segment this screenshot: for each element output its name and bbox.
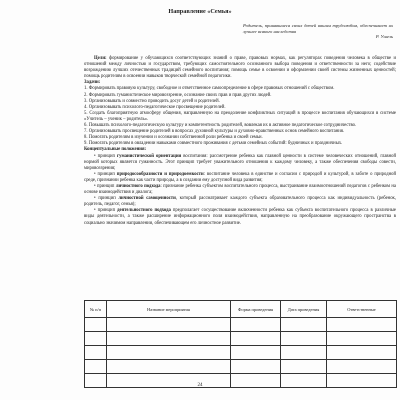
principle-prefix: • принцип xyxy=(94,196,119,202)
table-cell[interactable] xyxy=(327,318,397,332)
table-cell[interactable] xyxy=(85,346,107,360)
epigraph-text: Родитель, принявшиеся своих детей вашим трудолюбом, обеспечивает их лучшее всякого наследства xyxy=(243,23,393,34)
table-cell[interactable] xyxy=(231,360,281,374)
page-title: Направление «Семья» xyxy=(168,8,232,15)
events-table xyxy=(84,300,397,388)
principle-text: предполагает сосуществование включенности ребенка как субъекта воспитательного процесса в различные виды деятельности, а также расширение информационного поля взаимодействия, направленную на преобразование окружающего пространства в социально значимом направлении, обеспечивающем его личностное развитие. xyxy=(84,208,396,226)
principle-name: личностной самоценности xyxy=(118,196,176,202)
table-header-cell: Название мероприятия xyxy=(107,301,231,318)
table-header-cell: Ответственные xyxy=(327,301,397,318)
table-row xyxy=(85,360,397,374)
goal-paragraph xyxy=(84,56,396,80)
table-cell[interactable] xyxy=(107,360,231,374)
events-table-container xyxy=(84,300,396,388)
principle-prefix: • принцип xyxy=(94,208,118,214)
principle-name: гуманистической ориентации xyxy=(117,153,182,159)
principle-text: : признание ребенка субъектом воспитательного процесса, выстраивание взаимоотношений педагогов с ребенком на основе взаимодействия и диалога; xyxy=(84,183,396,196)
task-item: 4. Организовывать психолого-педагогическое просвещение родителей. xyxy=(84,104,226,110)
task-item: 5. Создать благоприятную атмосферу общения, направленную на преодоление конфликтных ситуаций в процессе воспитания обучающихся в системе «Учитель – ученик – родитель». xyxy=(84,110,396,122)
principle-text: , который рассматривает каждого субъекта образовательного процесса как индивидуальность (ребенок, родитель, педагог, семья); xyxy=(84,196,396,208)
tasks-list xyxy=(84,86,396,147)
principle-prefix: • принцип xyxy=(94,183,116,189)
table-cell[interactable] xyxy=(327,332,397,346)
table-cell[interactable] xyxy=(327,346,397,360)
table-header-cell: Дата проведения xyxy=(281,301,327,318)
table-cell[interactable] xyxy=(327,360,397,374)
table-cell[interactable] xyxy=(281,318,327,332)
table-row xyxy=(85,332,397,346)
principle-item xyxy=(84,172,396,184)
table-cell[interactable] xyxy=(231,346,281,360)
table-header-cell: Форма проведения xyxy=(231,301,281,318)
table-header-cell: № п/п xyxy=(85,301,107,318)
principle-item xyxy=(84,154,396,172)
task-item: 3. Организовывать и совместно проводить досуг детей и родителей. xyxy=(84,98,220,104)
principle-item xyxy=(84,184,396,196)
tasks-heading: Задачи: xyxy=(84,80,101,86)
table-cell[interactable] xyxy=(231,318,281,332)
principle-text: : воспитание человека в единстве и согласии с природой и культурой, в заботе о природной среде, признании ребенка как части природы, а в создании ему доступной вида развития; xyxy=(84,171,396,183)
table-row xyxy=(85,318,397,332)
task-item: 1. Формировать правовую культуру, свободное и ответственное самоопределение в сфере правовых отношений с обществом. xyxy=(84,86,335,92)
principle-prefix: • принцип xyxy=(94,153,118,159)
table-cell[interactable] xyxy=(231,332,281,346)
principle-prefix: • принцип xyxy=(94,171,117,177)
goal-text: формирование у обучающихся соответствующих знаний о праве, правовых нормах, как регуляторах поведения человека в обществе и отношений между личностью и государством, требующих самостоятельного осознанного выбора поведения и ответственности за него; содействие возрождению лучших отечественных традиций семейного воспитания; помощь семье в освоении и оформлении своей системы жизненных ценностей; помощь родителям в освоении навыков творческой семейной педагогики. xyxy=(84,56,396,80)
epigraph-author: Р. Ушель xyxy=(375,34,393,40)
goal-label: Цели: xyxy=(94,56,107,61)
task-item: 9. Помогать родителям в овладении навыками совместного проживания с детьми семейных событий: будничных и праздничных. xyxy=(84,141,343,147)
table-row xyxy=(85,346,397,360)
principle-name: природосообразности и природоемкости xyxy=(116,171,204,177)
principle-name: деятельностного подхода xyxy=(117,208,171,214)
table-body xyxy=(85,318,397,388)
table-cell[interactable] xyxy=(107,318,231,332)
main-content xyxy=(84,56,396,227)
table-cell[interactable] xyxy=(85,332,107,346)
table-cell[interactable] xyxy=(107,346,231,360)
principle-item xyxy=(84,208,396,226)
table-cell[interactable] xyxy=(281,346,327,360)
table-cell[interactable] xyxy=(85,318,107,332)
task-item: 6. Повышать психолого-педагогическую культуру и компетентность родителей, вовлекая их в активное педагогическое сотрудничество. xyxy=(84,123,357,129)
table-cell[interactable] xyxy=(85,360,107,374)
principles-list xyxy=(84,154,396,227)
principle-text: воспитания: рассмотрение ребенка как главной ценности в системе человеческих отношений, главной нормой которых является гуманность. Этот принцип требует уважительного отношения к каждому человеку, а также обеспечения свободы совести, мировоззрения; xyxy=(84,153,396,171)
page-number: 24 xyxy=(197,383,203,388)
principle-name: личностного подхода xyxy=(115,183,161,189)
table-header-row xyxy=(85,301,397,318)
table-cell[interactable] xyxy=(281,332,327,346)
principles-heading: Концептуальные положения: xyxy=(84,147,147,153)
task-item: 2. Формировать гуманистическое мировоззрение, осознание своих прав и прав других людей. xyxy=(84,92,272,98)
task-item: 7. Организовывать просвещение родителей в вопросах духовной культуры и духовно-нравственных основ семейного воспитания. xyxy=(84,129,345,135)
table-cell[interactable] xyxy=(107,332,231,346)
table-cell[interactable] xyxy=(281,360,327,374)
task-item: 8. Помогать родителям в изучении и осознании собственной роли ребенка и своей семьи. xyxy=(84,135,263,141)
epigraph xyxy=(243,23,393,40)
principle-item xyxy=(84,196,396,208)
